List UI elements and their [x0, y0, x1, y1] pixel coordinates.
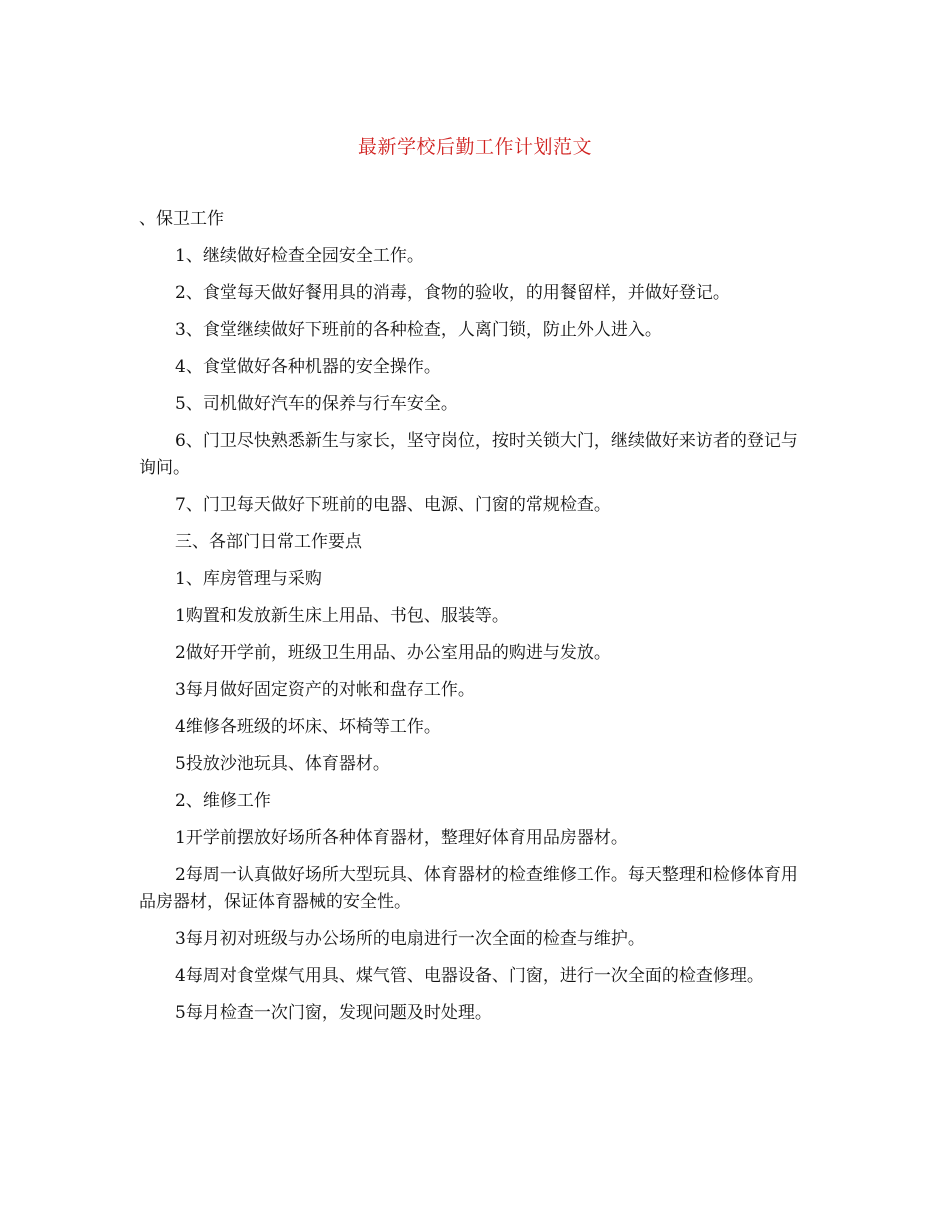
paragraph: 2做好开学前，班级卫生用品、办公室用品的购进与发放。 [175, 643, 611, 663]
paragraph: 3、食堂继续做好下班前的各种检查，人离门锁，防止外人进入。 [175, 320, 662, 340]
paragraph: 7、门卫每天做好下班前的电器、电源、门窗的常规检查。 [175, 495, 611, 515]
paragraph: 6、门卫尽快熟悉新生与家长，坚守岗位，按时关锁大门，继续做好来访者的登记与询问。 [139, 431, 798, 478]
paragraph: 4每周对食堂煤气用具、煤气管、电器设备、门窗，进行一次全面的检查修理。 [175, 966, 764, 986]
document-body [139, 206, 809, 1037]
paragraph: 5、司机做好汽车的保养与行车安全。 [175, 394, 458, 414]
paragraph: 3每月初对班级与办公场所的电扇进行一次全面的检查与维护。 [175, 929, 645, 949]
paragraph: 4维修各班级的坏床、坏椅等工作。 [175, 717, 441, 737]
paragraph: 2、食堂每天做好餐用具的消毒，食物的验收，的用餐留样，并做好登记。 [175, 283, 730, 303]
paragraph: 3每月做好固定资产的对帐和盘存工作。 [175, 680, 475, 700]
paragraph: 1购置和发放新生床上用品、书包、服装等。 [175, 606, 509, 626]
section-heading: 、保卫工作 [139, 209, 224, 229]
paragraph: 1开学前摆放好场所各种体育器材，整理好体育用品房器材。 [175, 828, 628, 848]
paragraph: 5每月检查一次门窗，发现问题及时处理。 [175, 1003, 492, 1023]
subsection-heading: 1、库房管理与采购 [175, 569, 322, 589]
paragraph: 4、食堂做好各种机器的安全操作。 [175, 357, 441, 377]
paragraph: 1、继续做好检查全园安全工作。 [175, 246, 424, 266]
subsection-heading: 2、维修工作 [175, 791, 271, 811]
section-heading: 三、各部门日常工作要点 [175, 532, 362, 552]
document-title: 最新学校后勤工作计划范文 [357, 136, 592, 158]
paragraph: 5投放沙池玩具、体育器材。 [175, 754, 390, 774]
paragraph: 2每周一认真做好场所大型玩具、体育器材的检查维修工作。每天整理和检修体育用品房器材，保证体育器械的安全性。 [139, 865, 798, 912]
